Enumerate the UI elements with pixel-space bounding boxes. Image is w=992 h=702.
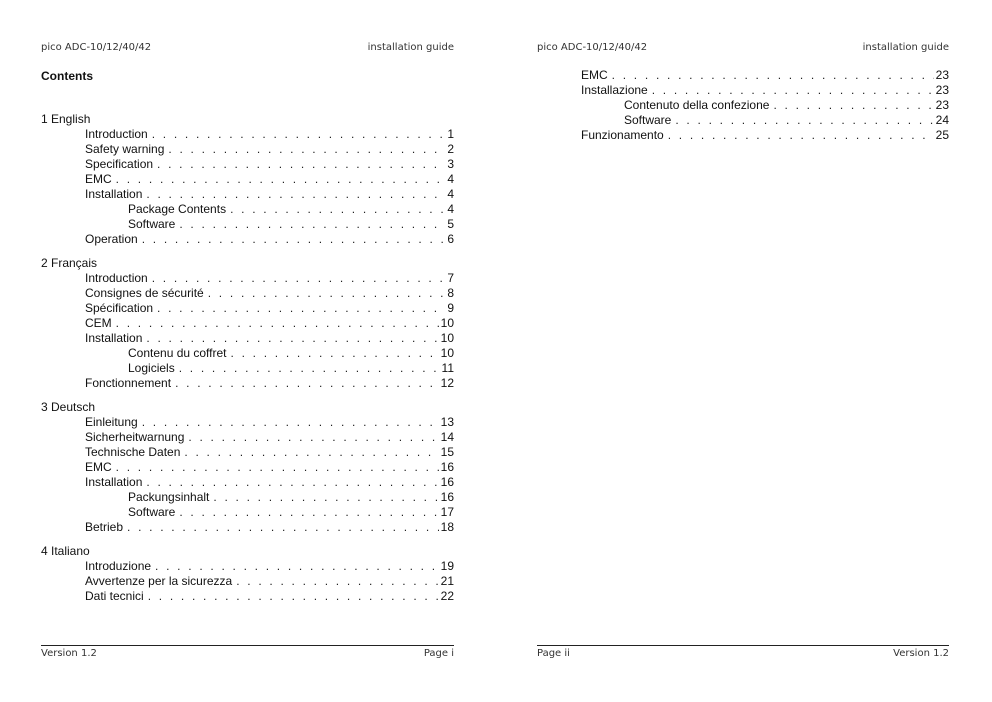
toc-entry-title: 2 Français — [41, 256, 98, 270]
toc-entry — [41, 574, 454, 589]
toc-entry — [41, 172, 454, 187]
toc-entry-title: Technische Daten — [85, 445, 181, 459]
toc-entry — [537, 68, 949, 83]
toc-entry — [537, 128, 949, 143]
toc-entry-title: Installation — [85, 187, 143, 201]
toc-leader-dots — [146, 475, 438, 490]
toc-leader-dots — [184, 445, 438, 460]
toc-leader-dots — [179, 361, 440, 376]
toc-leader-dots — [157, 301, 445, 316]
toc-entry-title: Software — [128, 217, 176, 231]
toc-leader-dots — [146, 187, 445, 202]
toc-page-number: 21 — [440, 574, 454, 588]
contents-heading: Contents — [41, 69, 93, 83]
toc-entry-title: Installation — [85, 331, 143, 345]
toc-section — [41, 544, 454, 559]
toc-entry-title: Package Contents — [128, 202, 227, 216]
toc-entry — [41, 316, 454, 331]
toc-entry-title: Funzionamento — [581, 128, 664, 142]
toc-entry-title: Safety warning — [85, 142, 165, 156]
toc-section — [41, 256, 454, 271]
toc-entry-title: 3 Deutsch — [41, 400, 96, 414]
toc-entry — [41, 286, 454, 301]
toc-page-number: 8 — [447, 286, 454, 300]
page-header — [41, 42, 454, 56]
toc-entry-title: Specification — [85, 157, 154, 171]
toc-entry-title: 4 Italiano — [41, 544, 90, 558]
toc-entry — [41, 430, 454, 445]
toc-page-number: 17 — [440, 505, 454, 519]
toc-entry-title: Software — [128, 505, 176, 519]
toc-leader-dots — [612, 68, 934, 83]
toc-entry — [41, 490, 454, 505]
header-guide: installation guide — [367, 42, 454, 53]
toc-entry-title: Contenuto della confezione — [624, 98, 770, 112]
footer-rule — [537, 645, 949, 646]
toc-entry-title: Introduction — [85, 271, 148, 285]
toc-leader-dots — [213, 490, 438, 505]
footer-rule — [41, 645, 454, 646]
toc-entry — [41, 559, 454, 574]
page-footer — [537, 648, 949, 662]
toc-entry — [41, 142, 454, 157]
toc-leader-dots — [142, 415, 439, 430]
toc-page-number: 18 — [440, 520, 454, 534]
toc-leader-dots — [152, 271, 446, 286]
toc-entry — [41, 445, 454, 460]
toc-leader-dots — [146, 331, 438, 346]
toc-page-number: 13 — [440, 415, 454, 429]
toc-entry-title: Sicherheitwarnung — [85, 430, 185, 444]
toc-page-number: 19 — [440, 559, 454, 573]
toc-page-number: 10 — [440, 316, 454, 330]
right-page — [537, 0, 949, 702]
header-guide: installation guide — [862, 42, 949, 53]
toc-leader-dots — [208, 286, 446, 301]
toc-page-number: 4 — [447, 187, 454, 201]
toc-leader-dots — [175, 376, 439, 391]
page-footer — [41, 648, 454, 662]
toc-leader-dots — [188, 430, 438, 445]
toc-entry — [41, 301, 454, 316]
footer-page-number: Page ii — [537, 648, 570, 659]
toc-leader-dots — [773, 98, 933, 113]
toc-leader-dots — [179, 217, 445, 232]
toc-entry-title: Fonctionnement — [85, 376, 172, 390]
toc-leader-dots — [116, 172, 446, 187]
page-header — [537, 42, 949, 56]
toc-entry-title: Packungsinhalt — [128, 490, 210, 504]
toc-entry-title: Betrieb — [85, 520, 124, 534]
toc-page-number: 6 — [447, 232, 454, 246]
toc-leader-dots — [236, 574, 438, 589]
left-page — [41, 0, 454, 702]
toc-entry-title: EMC — [85, 172, 112, 186]
toc-entry — [41, 217, 454, 232]
toc-entry-title: Dati tecnici — [85, 589, 144, 603]
toc-page-number: 4 — [447, 202, 454, 216]
toc-entry-title: EMC — [581, 68, 608, 82]
toc-page-number: 23 — [935, 83, 949, 97]
toc-page-number: 25 — [935, 128, 949, 142]
toc-entry — [41, 232, 454, 247]
toc-page-number: 24 — [935, 113, 949, 127]
toc-page-number: 12 — [440, 376, 454, 390]
toc-entry-title: CEM — [85, 316, 112, 330]
toc-leader-dots — [152, 127, 446, 142]
toc-leader-dots — [652, 83, 934, 98]
header-product: pico ADC-10/12/40/42 — [41, 42, 152, 53]
toc-leader-dots — [157, 157, 445, 172]
toc-leader-dots — [148, 589, 439, 604]
toc-page-number: 14 — [440, 430, 454, 444]
toc-entry — [537, 83, 949, 98]
toc-leader-dots — [668, 128, 934, 143]
toc-entry-title: Introduzione — [85, 559, 152, 573]
toc-entry — [41, 376, 454, 391]
toc-page-number: 10 — [440, 331, 454, 345]
toc-entry — [41, 520, 454, 535]
toc-entry — [41, 505, 454, 520]
toc-entry — [41, 346, 454, 361]
toc-entry-title: 1 English — [41, 112, 91, 126]
toc-leader-dots — [179, 505, 438, 520]
toc-entry — [41, 475, 454, 490]
toc-leader-dots — [116, 460, 439, 475]
toc-page-number: 7 — [447, 271, 454, 285]
toc-section — [41, 112, 454, 127]
toc-entry-title: Software — [624, 113, 672, 127]
toc-entry-title: Introduction — [85, 127, 148, 141]
toc-entry — [41, 157, 454, 172]
table-of-contents — [41, 112, 454, 604]
toc-page-number: 23 — [935, 68, 949, 82]
toc-page-number: 10 — [440, 346, 454, 360]
toc-leader-dots — [675, 113, 933, 128]
toc-entry-title: Contenu du coffret — [128, 346, 227, 360]
toc-leader-dots — [127, 520, 439, 535]
toc-entry-title: Einleitung — [85, 415, 138, 429]
toc-leader-dots — [142, 232, 446, 247]
table-of-contents-continued — [537, 68, 949, 143]
toc-page-number: 3 — [447, 157, 454, 171]
toc-section — [41, 400, 454, 415]
toc-page-number: 11 — [441, 361, 454, 375]
toc-entry-title: EMC — [85, 460, 112, 474]
toc-leader-dots — [168, 142, 445, 157]
toc-leader-dots — [155, 559, 439, 574]
toc-entry — [41, 127, 454, 142]
footer-version: Version 1.2 — [893, 648, 949, 659]
toc-page-number: 1 — [447, 127, 454, 141]
toc-page-number: 16 — [440, 460, 454, 474]
footer-page-number: Page i — [423, 648, 454, 659]
toc-leader-dots — [230, 202, 445, 217]
toc-leader-dots — [116, 316, 439, 331]
toc-entry-title: Logiciels — [128, 361, 175, 375]
toc-page-number: 22 — [440, 589, 454, 603]
toc-entry-title: Operation — [85, 232, 138, 246]
toc-page-number: 16 — [440, 490, 454, 504]
toc-page-number: 9 — [447, 301, 454, 315]
toc-entry — [41, 202, 454, 217]
toc-leader-dots — [231, 346, 439, 361]
toc-page-number: 23 — [935, 98, 949, 112]
toc-entry — [41, 187, 454, 202]
header-product: pico ADC-10/12/40/42 — [537, 42, 648, 53]
toc-entry — [537, 113, 949, 128]
toc-entry-title: Installazione — [581, 83, 648, 97]
toc-entry — [41, 361, 454, 376]
toc-entry-title: Avvertenze per la sicurezza — [85, 574, 233, 588]
footer-version: Version 1.2 — [41, 648, 97, 659]
toc-page-number: 5 — [447, 217, 454, 231]
toc-entry — [41, 460, 454, 475]
toc-entry-title: Spécification — [85, 301, 154, 315]
toc-page-number: 16 — [440, 475, 454, 489]
toc-entry — [41, 331, 454, 346]
toc-entry — [41, 271, 454, 286]
toc-entry — [41, 589, 454, 604]
toc-entry — [537, 98, 949, 113]
toc-entry-title: Installation — [85, 475, 143, 489]
toc-page-number: 15 — [440, 445, 454, 459]
toc-entry-title: Consignes de sécurité — [85, 286, 204, 300]
toc-page-number: 4 — [447, 172, 454, 186]
toc-entry — [41, 415, 454, 430]
toc-page-number: 2 — [447, 142, 454, 156]
